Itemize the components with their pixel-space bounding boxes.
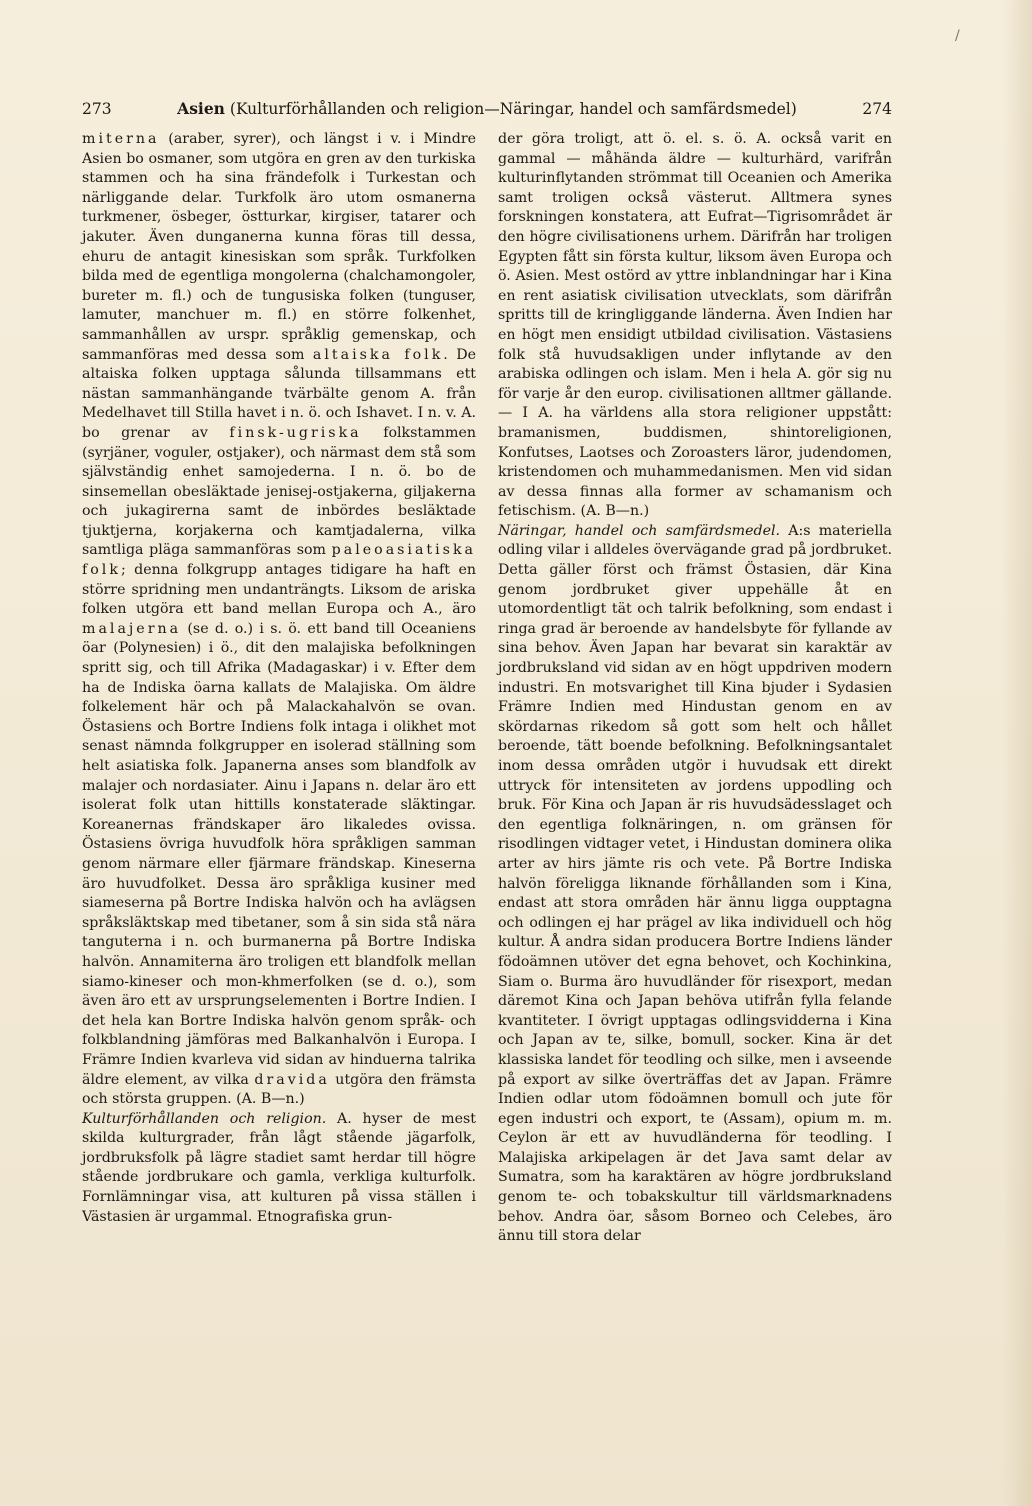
- text-run: . De altaiska folken upptaga sålunda tillsammans ett nästan sammanhängande tvärbälte genom A. från Medelhavet till Stilla havet i n. ö. och Ishavet. I n. v. A. bo grenar av: [82, 346, 476, 441]
- text-run: der göra troligt, att ö. el. s. ö. A. också varit en gammal — måhända äldre — kulturhärd, varifrån kulturinflytanden strömmat till Oceanien och Amerika samt troligen också västerut. Alltmera synes forskningen konstatera, att Eufrat—Tigrisområdet är den högre civilisationens urhem. Därifrån har troligen Egypten fått sin första kultur, liksom även Europa och ö. Asien. Mest ostörd av yttre inblandningar har i Kina en rent asiatisk civilisation utvecklats, som därifrån spritts till de kringliggande länderna. Även Indien har en högt men ensidigt utbildad civilisation. Västasiens folk stå huvudsakligen under inflytande av den arabiska odlingen och islam. Men i hela A. gör sig nu för varje år den europ. civilisationen alltmer gällande. — I A. ha världens alla stora religioner uppstått: bramanismen, buddismen, shintoreligionen, Konfutses, Laotses och Zoroasters läror, judendomen, kristendomen och muhammedanismen. Men vid sidan av dessa finnas alla former av schamanism och fetischism.: [498, 131, 892, 520]
- text-run: (se d. o.) i s. ö. ett band till Oceaniens öar (Polynesien) i ö., dit den malajiska befolkningen spritt sig, och till Afrika (Madagaskar) i v. Efter dem ha de Indiska öarna kallats de Malajiska. Om äldre folkelement här och på Malackahalvön se ovan. Östasiens och Bortre Indiens folk intaga i olikhet mot senast nämnda folkgrupper en isolerad ställning som helt asiatiska folk. Japanerna anses som blandfolk av malajer och nordasiater. Ainu i Japans n. delar äro ett isolerat folk utan hittills konstaterade släktingar. Koreanernas frändskaper äro likaledes ovissa. Östasiens övriga huvudfolk höra språkligen samman genom närmare eller fjärmare frändskap. Kineserna äro huvudfolket. Dessa äro språkliga kusiner med siameserna på Bortre Indiska halvön och ha avlägsen språksläktskap med tibetaner, som å sin sida stå nära tanguterna i n. och burmanerna på Bortre Indiska halvön. Annamiterna äro troligen ett blandfolk mellan siamo-kineser och mon-khmerfolken (se d. o.), som även äro ett av ursprungselementen i Bortre Indien. I det hela kan Bortre Indiska halvön genom språk- och folkblandning jämföras med Balkanhalvön i Europa. I Främre Indien kvarleva vid sidan av hinduerna talrika äldre element, av vilka: [82, 620, 476, 1088]
- header-title: [82, 96, 892, 122]
- spaced-term: altaiska folk: [312, 346, 444, 363]
- paragraph-trade: [498, 522, 892, 1247]
- page-number-left: 273: [82, 100, 112, 118]
- paragraph-peoples: [82, 130, 476, 1110]
- right-column: [498, 130, 892, 1247]
- spaced-term: miterna: [82, 131, 160, 147]
- text-run: folkstammen (syrjäner, voguler, ostjaker), och närmast dem stå som självständig enhet samojederna. I n. ö. bo de sinsemellan obesläktade jenisej-ostjakerna, giljakerna och jukagirerna samt de inbördes besläktade tjuktjerna, korjakerna och kamtjadalerna, vilka samtliga pläga sammanföras som: [82, 424, 477, 559]
- spaced-term: finsk-ugriska: [229, 424, 362, 441]
- text-run: utgöra den främsta och största gruppen.: [82, 1071, 476, 1108]
- paper-edge-shadow: [1002, 0, 1032, 1506]
- spaced-term: dravida: [254, 1071, 330, 1088]
- paragraph-culture-cont: [498, 130, 892, 522]
- running-header: [82, 96, 892, 122]
- section-heading: Näringar, handel och samfärdsmedel.: [498, 522, 781, 539]
- page-number-right: 274: [862, 100, 892, 118]
- header-keyword: Asien: [177, 99, 225, 118]
- text-run: A:s materiella odling vilar i alldeles övervägande grad på jordbruket. Detta gäller först och främst Östasien, där Kina genom jordbruket giver uppehälle åt en utomordentligt tät och talrik befolkning, som endast i ringa grad är beroende av handelsbyte för fyllande av sina behov. Även Japan har bevarat sin karaktär av jordbruksland vid sidan av en högt uppdriven modern industri. En motsvarighet till Kina bjuder i Sydasien Främre Indien med Hindustan genom en av skördarnas rikedom så gott som helt och hållet beroende, tätt boende befolkning. Befolkningsantalet inom dessa områden utgör i huvudsak ett direkt uttryck för intensiteten av jordens uppodling och bruk. För Kina och Japan är ris huvudsädesslaget och den egentliga folknäringen, n. om gränsen för risodlingen vidtager vetet, i Hindustan dominera olika arter av hirs jämte ris och vete. På Bortre Indiska halvön föreligga liknande förhållanden som i Kina, endast att stora områden här ännu ligga oupptagna och odlingen ej har prägel av lika individuell och hög kultur. Å andra sidan producera Bortre Indiens länder födoämnen utöver det egna behovet, och Kochinkina, Siam o. Burma äro huvudländer för risexport, medan däremot Kina och Japan behöva utifrån fylla felande kvantiteter. I övrigt upptagas odlingsvidderna i Kina och Japan av te, silke, bomull, socker. Kina är det klassiska landet för teodling och silke, men i avseende på export av silke överträffas det av Japan. Främre Indien odlar utom födoämnen bomull och jute för egen industri och export, te (Assam), opium m. m. Ceylon är ett av huvudländerna för teodling. I Malajiska arkipelagen är det Java samt delar av Sumatra, som ha karaktären av högre jordbruksland genom te- och tobakskultur till världsmarknadens behov. Andra öar, såsom Borneo och Celebes, äro ännu till stora delar: [498, 522, 892, 1245]
- author-signature: (A. B—n.): [236, 1091, 305, 1108]
- text-run: A. hyser de mest skilda kulturgrader, från lågt stående jägarfolk, jordbruksfolk på lägre stadiet samt herdar till högre stående jordbrukare och gamla, verkliga kulturfolk. Fornlämningar visa, att kulturen på vissa ställen i Västasien är urgammal. Etnografiska grun-: [82, 1110, 477, 1225]
- spaced-term: malajerna: [82, 620, 182, 637]
- spaced-term: paleoasiatiska folk: [82, 542, 476, 579]
- text-run: (araber, syrer), och längst i v. i Mindre Asien bo osmaner, som utgöra en gren av den turkiska stammen och ha sina frändefolk i Turkestan och närliggande delar. Turkfolk äro utom osmanerna turkmener, ösbeger, östturkar, kirgiser, tatarer och jakuter. Även dunganerna kunna föras till dessa, ehuru de antagit kinesiskan som språk. Turkfolken bilda med de egentliga mongolerna (chalchamongoler, bureter m. fl.) och de tungusiska folken (tunguser, lamuter, manchuer m. fl.) en större folkenhet, sammanhållen av urspr. språklig gemenskap, och sammanföras med dessa som: [82, 131, 476, 363]
- left-column: [82, 130, 476, 1227]
- text-run: ; denna folkgrupp antages tidigare ha haft en större spridning men undanträngts. Liksom de ariska folken utgöra ett band mellan Europa och A., äro: [82, 562, 476, 618]
- margin-mark: /: [955, 28, 960, 44]
- author-signature: (A. B—n.): [580, 503, 650, 520]
- section-heading: Kulturförhållanden och religion.: [82, 1110, 327, 1127]
- header-subtitle: (Kulturförhållanden och religion—Näringar, handel och samfärdsmedel): [229, 100, 797, 118]
- paragraph-culture: [82, 1110, 476, 1228]
